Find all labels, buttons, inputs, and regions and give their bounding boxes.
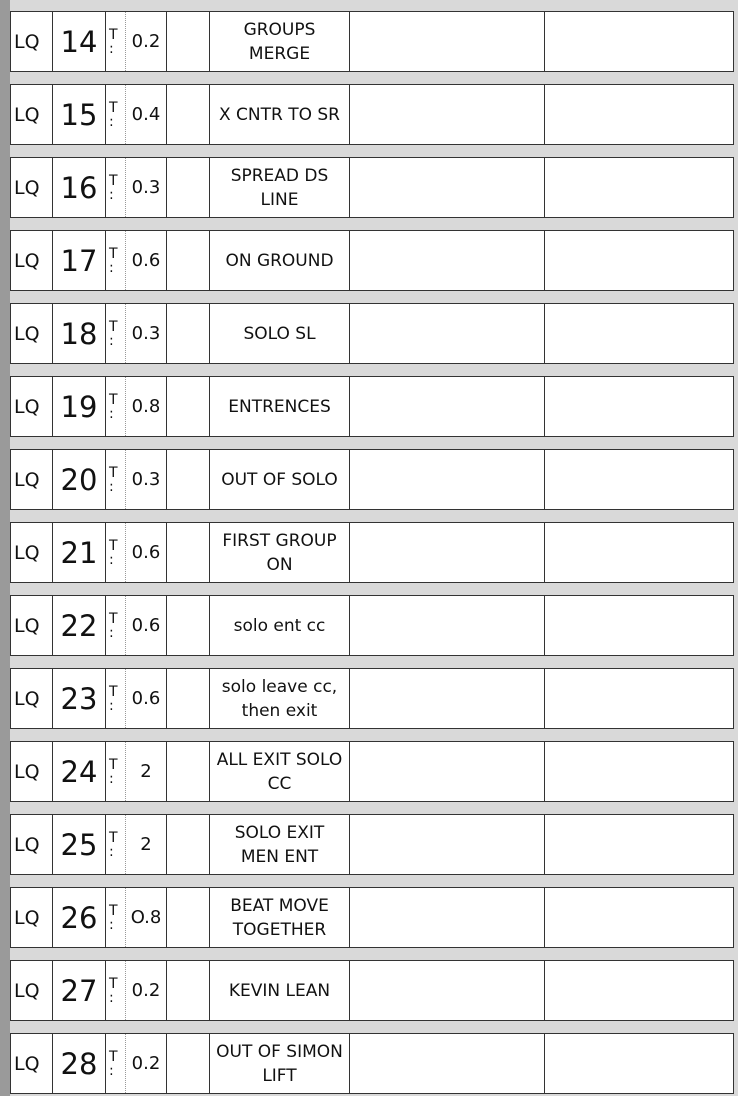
cue-note-1[interactable] — [350, 231, 545, 290]
cue-type: LQ — [11, 231, 53, 290]
cue-type: LQ — [11, 85, 53, 144]
cue-note-1[interactable] — [350, 85, 545, 144]
cue-note-1[interactable] — [350, 158, 545, 217]
cue-time: 0.3 — [126, 304, 167, 363]
cue-row[interactable] — [10, 522, 734, 583]
time-label-letter: T — [109, 99, 118, 116]
cue-note-1[interactable] — [350, 450, 545, 509]
cue-note-2[interactable] — [545, 888, 733, 947]
cue-type: LQ — [11, 742, 53, 801]
cue-description: SOLO SL — [210, 304, 350, 363]
cue-type: LQ — [11, 523, 53, 582]
cue-type: LQ — [11, 158, 53, 217]
time-label-letter: T — [109, 391, 118, 408]
time-label-colon: : — [109, 113, 114, 130]
cue-time-label — [106, 231, 126, 290]
cue-time-label — [106, 669, 126, 728]
cue-row[interactable] — [10, 595, 734, 656]
cue-note-2[interactable] — [545, 158, 733, 217]
time-label-letter: T — [109, 245, 118, 262]
cue-type: LQ — [11, 669, 53, 728]
cue-type: LQ — [11, 377, 53, 436]
cue-blank-cell — [167, 523, 210, 582]
time-label-letter: T — [109, 975, 118, 992]
cue-description: OUT OF SIMON LIFT — [210, 1034, 350, 1093]
time-label-letter: T — [109, 26, 118, 43]
cue-note-1[interactable] — [350, 304, 545, 363]
cue-note-1[interactable] — [350, 888, 545, 947]
cue-number: 22 — [53, 596, 106, 655]
cue-number: 25 — [53, 815, 106, 874]
cue-time-label — [106, 377, 126, 436]
cue-time-label — [106, 450, 126, 509]
cue-time: 0.6 — [126, 596, 167, 655]
cue-blank-cell — [167, 231, 210, 290]
time-label-colon: : — [109, 770, 114, 787]
cue-time: 0.2 — [126, 12, 167, 71]
cue-note-1[interactable] — [350, 742, 545, 801]
cue-note-2[interactable] — [545, 742, 733, 801]
cue-number: 15 — [53, 85, 106, 144]
cue-time-label — [106, 12, 126, 71]
cue-description: OUT OF SOLO — [210, 450, 350, 509]
cue-note-2[interactable] — [545, 450, 733, 509]
cue-blank-cell — [167, 158, 210, 217]
cue-note-2[interactable] — [545, 961, 733, 1020]
cue-note-1[interactable] — [350, 669, 545, 728]
time-label-letter: T — [109, 1048, 118, 1065]
cue-number: 20 — [53, 450, 106, 509]
cue-number: 26 — [53, 888, 106, 947]
cue-blank-cell — [167, 742, 210, 801]
cue-time-label — [106, 304, 126, 363]
cue-type: LQ — [11, 304, 53, 363]
cue-note-2[interactable] — [545, 669, 733, 728]
cue-time-label — [106, 888, 126, 947]
cue-note-1[interactable] — [350, 523, 545, 582]
cue-description: SPREAD DS LINE — [210, 158, 350, 217]
cue-blank-cell — [167, 1034, 210, 1093]
time-label-colon: : — [109, 989, 114, 1006]
cue-row[interactable] — [10, 376, 734, 437]
cue-time: 0.6 — [126, 231, 167, 290]
cue-time-label — [106, 158, 126, 217]
time-label-colon: : — [109, 916, 114, 933]
cue-note-2[interactable] — [545, 815, 733, 874]
cue-blank-cell — [167, 377, 210, 436]
cue-time-label — [106, 961, 126, 1020]
cue-type: LQ — [11, 888, 53, 947]
cue-time: 0.3 — [126, 158, 167, 217]
cue-time: 0.6 — [126, 523, 167, 582]
cue-description: X CNTR TO SR — [210, 85, 350, 144]
cue-type: LQ — [11, 12, 53, 71]
cue-row[interactable] — [10, 960, 734, 1021]
cue-note-1[interactable] — [350, 815, 545, 874]
time-label-letter: T — [109, 829, 118, 846]
cue-row[interactable] — [10, 814, 734, 875]
cue-description: GROUPS MERGE — [210, 12, 350, 71]
cue-note-1[interactable] — [350, 377, 545, 436]
cue-time: 0.2 — [126, 961, 167, 1020]
cue-time: 0.4 — [126, 85, 167, 144]
cue-number: 16 — [53, 158, 106, 217]
cue-description: FIRST GROUP ON — [210, 523, 350, 582]
time-label-colon: : — [109, 40, 114, 57]
cue-note-1[interactable] — [350, 1034, 545, 1093]
time-label-colon: : — [109, 186, 114, 203]
cue-note-2[interactable] — [545, 85, 733, 144]
cue-number: 23 — [53, 669, 106, 728]
cue-row[interactable] — [10, 887, 734, 948]
cue-row[interactable] — [10, 157, 734, 218]
time-label-letter: T — [109, 902, 118, 919]
cue-note-1[interactable] — [350, 12, 545, 71]
cue-row[interactable] — [10, 84, 734, 145]
cue-number: 28 — [53, 1034, 106, 1093]
time-label-letter: T — [109, 318, 118, 335]
cue-blank-cell — [167, 669, 210, 728]
cue-note-2[interactable] — [545, 1034, 733, 1093]
cue-time: 2 — [126, 815, 167, 874]
time-label-colon: : — [109, 1062, 114, 1079]
time-label-letter: T — [109, 172, 118, 189]
cue-time-label — [106, 523, 126, 582]
time-label-colon: : — [109, 697, 114, 714]
cue-note-2[interactable] — [545, 304, 733, 363]
cue-time: 0.6 — [126, 669, 167, 728]
cue-time: O.8 — [126, 888, 167, 947]
time-label-colon: : — [109, 332, 114, 349]
cue-description: KEVIN LEAN — [210, 961, 350, 1020]
cue-time-label — [106, 596, 126, 655]
cue-description: solo ent cc — [210, 596, 350, 655]
cue-description: solo leave cc, then exit — [210, 669, 350, 728]
cue-description: ENTRENCES — [210, 377, 350, 436]
cue-row[interactable] — [10, 1033, 734, 1094]
cue-description: SOLO EXIT MEN ENT — [210, 815, 350, 874]
cue-blank-cell — [167, 450, 210, 509]
cue-type: LQ — [11, 1034, 53, 1093]
cue-blank-cell — [167, 888, 210, 947]
cue-note-1[interactable] — [350, 961, 545, 1020]
cue-blank-cell — [167, 815, 210, 874]
cue-number: 17 — [53, 231, 106, 290]
cue-blank-cell — [167, 12, 210, 71]
cue-row[interactable] — [10, 668, 734, 729]
cue-time: 2 — [126, 742, 167, 801]
time-label-letter: T — [109, 756, 118, 773]
cue-time: 0.8 — [126, 377, 167, 436]
cue-row[interactable] — [10, 449, 734, 510]
cue-number: 27 — [53, 961, 106, 1020]
cue-description: ALL EXIT SOLO CC — [210, 742, 350, 801]
cue-row[interactable] — [10, 11, 734, 72]
cue-blank-cell — [167, 961, 210, 1020]
time-label-colon: : — [109, 478, 114, 495]
cue-note-2[interactable] — [545, 231, 733, 290]
time-label-letter: T — [109, 683, 118, 700]
time-label-letter: T — [109, 537, 118, 554]
cue-number: 19 — [53, 377, 106, 436]
cue-description: ON GROUND — [210, 231, 350, 290]
cue-time-label — [106, 815, 126, 874]
cue-type: LQ — [11, 961, 53, 1020]
cue-row[interactable] — [10, 303, 734, 364]
time-label-colon: : — [109, 551, 114, 568]
cue-note-2[interactable] — [545, 523, 733, 582]
cue-note-2[interactable] — [545, 377, 733, 436]
cue-description: BEAT MOVE TOGETHER — [210, 888, 350, 947]
time-label-colon: : — [109, 259, 114, 276]
cue-row[interactable] — [10, 230, 734, 291]
time-label-letter: T — [109, 464, 118, 481]
time-label-colon: : — [109, 405, 114, 422]
cue-row[interactable] — [10, 741, 734, 802]
cue-note-2[interactable] — [545, 12, 733, 71]
cue-type: LQ — [11, 450, 53, 509]
cue-time-label — [106, 742, 126, 801]
cue-number: 21 — [53, 523, 106, 582]
cue-time: 0.3 — [126, 450, 167, 509]
cue-blank-cell — [167, 85, 210, 144]
cue-time-label — [106, 85, 126, 144]
cue-blank-cell — [167, 304, 210, 363]
cue-number: 14 — [53, 12, 106, 71]
cue-type: LQ — [11, 596, 53, 655]
left-margin-bar — [0, 0, 10, 1096]
time-label-letter: T — [109, 610, 118, 627]
time-label-colon: : — [109, 624, 114, 641]
cue-note-2[interactable] — [545, 596, 733, 655]
cue-number: 18 — [53, 304, 106, 363]
cue-note-1[interactable] — [350, 596, 545, 655]
cue-number: 24 — [53, 742, 106, 801]
time-label-colon: : — [109, 843, 114, 860]
cue-time: 0.2 — [126, 1034, 167, 1093]
cue-blank-cell — [167, 596, 210, 655]
cue-type: LQ — [11, 815, 53, 874]
cue-time-label — [106, 1034, 126, 1093]
